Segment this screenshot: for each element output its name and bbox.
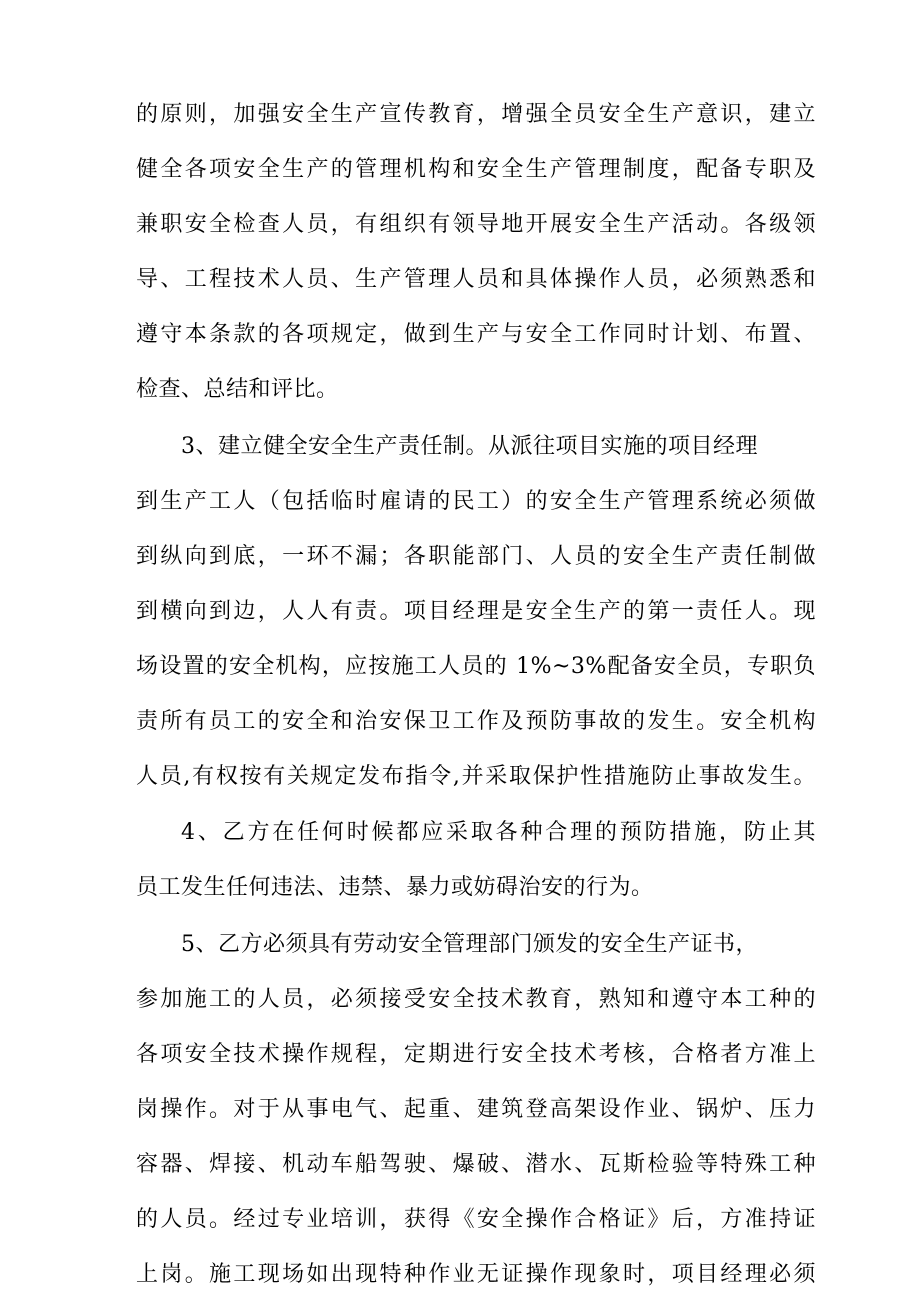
text-line: 容器、焊接、机动车船驾驶、爆破、潜水、瓦斯检验等特殊工种	[136, 1152, 816, 1177]
text-line: 到生产工人（包括临时雇请的民工）的安全生产管理系统必须做	[136, 489, 816, 514]
text-line: 兼职安全检查人员，有组织有领导地开展安全生产活动。各级领	[136, 212, 816, 237]
text-line: 场设置的安全机构，应按施工人员的 1%~3%配备安全员，专职负	[136, 654, 816, 679]
paragraph-4-first-line: 4、乙方在任何时候都应采取各种合理的预防措施，防止其	[181, 820, 816, 845]
text-line: 人员,有权按有关规定发布指令,并采取保护性措施防止事故发生。	[136, 764, 816, 789]
text-line: 检查、总结和评比。	[136, 377, 339, 402]
text-line: 的人员。经过专业培训，获得《安全操作合格证》后，方准持证	[136, 1207, 816, 1232]
text-line: 到横向到边，人人有责。项目经理是安全生产的第一责任人。现	[136, 599, 816, 624]
text-line: 遵守本条款的各项规定，做到生产与安全工作同时计划、布置、	[136, 322, 816, 347]
text-line: 导、工程技术人员、生产管理人员和具体操作人员，必须熟悉和	[136, 267, 816, 292]
text-line: 到纵向到底，一环不漏；各职能部门、人员的安全生产责任制做	[136, 544, 816, 569]
paragraph-3-first-line: 3、建立健全安全生产责任制。从派往项目实施的项目经理	[181, 434, 758, 459]
text-line: 上岗。施工现场如出现特种作业无证操作现象时，项目经理必须	[136, 1262, 816, 1287]
text-line: 岗操作。对于从事电气、起重、建筑登高架设作业、锅炉、压力	[136, 1097, 816, 1122]
text-line: 各项安全技术操作规程，定期进行安全技术考核，合格者方准上	[136, 1042, 816, 1067]
text-line: 健全各项安全生产的管理机构和安全生产管理制度，配备专职及	[136, 157, 816, 182]
text-line: 参加施工的人员，必须接受安全技术教育，熟知和遵守本工种的	[136, 987, 816, 1012]
text-line: 责所有员工的安全和治安保卫工作及预防事故的发生。安全机构	[136, 709, 816, 734]
text-line: 的原则，加强安全生产宣传教育，增强全员安全生产意识，建立	[136, 102, 816, 127]
text-line: 员工发生任何违法、违禁、暴力或妨碍治安的行为。	[136, 875, 654, 900]
paragraph-5-first-line: 5、乙方必须具有劳动安全管理部门颁发的安全生产证书，	[181, 932, 758, 957]
